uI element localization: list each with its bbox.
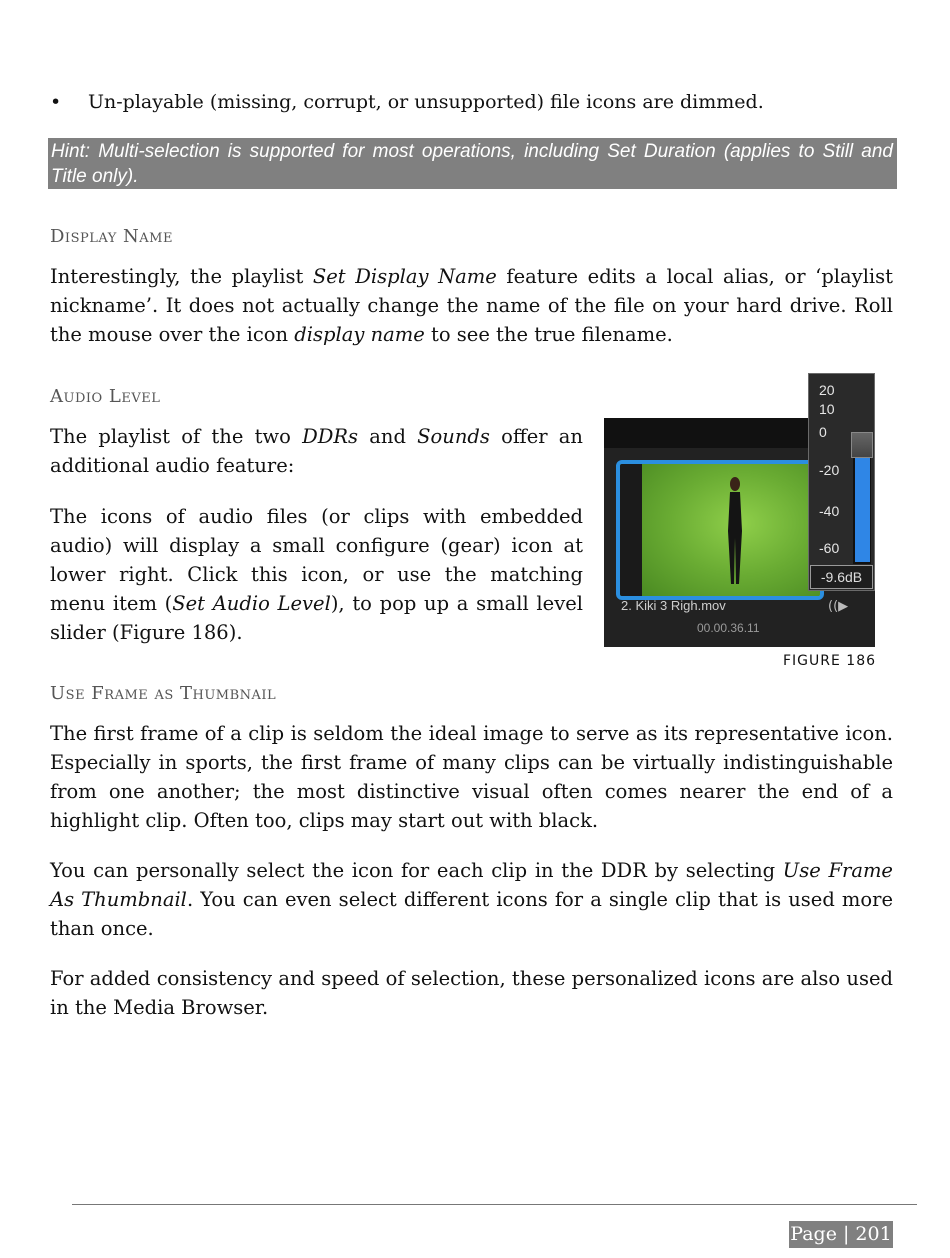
slider-tick: -40 xyxy=(819,503,840,519)
audio-level-slider[interactable] xyxy=(808,373,875,591)
hint-text: Hint: Multi-selection is supported for most operations, including Set Duration (applies to Still and Title only). xyxy=(51,141,893,187)
emphasis-use-frame-as-thumbnail: Use Frame As Thumbnail xyxy=(50,859,893,911)
figure-caption: FIGURE 186 xyxy=(783,653,877,669)
paragraph-display-name xyxy=(50,262,893,349)
slider-tick: -60 xyxy=(819,540,840,556)
text-run: to see the true filename. xyxy=(424,323,673,346)
level-readout: -9.6dB xyxy=(810,565,873,589)
hint-box xyxy=(48,138,897,189)
slider-level-fill xyxy=(855,458,870,562)
paragraph-use-frame-select xyxy=(50,856,893,943)
paragraph-audio-level-detail xyxy=(50,502,583,647)
text-run: The icons of audio files (or clips with embedded audio) will display a small configure (gear) icon at lower right. Click this icon, or use the matching menu item ( xyxy=(50,505,583,615)
slider-tick: 0 xyxy=(819,424,827,440)
emphasis-display-name: display name xyxy=(294,323,425,346)
text-run: The playlist of the two xyxy=(50,425,303,448)
slider-tick: 10 xyxy=(819,401,835,417)
text-run: ), to pop up a small level slider (Figure 186). xyxy=(50,592,583,644)
thumbnail-edge xyxy=(620,464,642,596)
slider-tick: -20 xyxy=(819,462,840,478)
clip-filename: 2. Kiki 3 Righ.mov xyxy=(621,598,726,613)
emphasis-sounds: Sounds xyxy=(417,425,490,448)
text-run: offer an additional audio feature: xyxy=(50,425,583,477)
text-run: feature edits a local alias, or ‘playlist nickname’. It does not actually change the name of the file on your hard drive. Roll the mouse over the icon xyxy=(50,265,894,346)
text-run: . You can even select different icons for a single clip that is used more than once. xyxy=(50,888,894,940)
slider-handle[interactable] xyxy=(851,432,873,458)
speaker-icon[interactable]: ((▶ xyxy=(828,599,849,614)
paragraph-use-frame-intro: The first frame of a clip is seldom the ideal image to serve as its representative icon. Especially in sports, the first frame of many clips can be virtually indistinguishable from one another; the most distinctive visual often comes nearer the end of a highlight clip. Often too, clips may start out with black. xyxy=(50,722,893,832)
heading-display-name: Display Name xyxy=(50,226,173,247)
bullet-text: Un-playable (missing, corrupt, or unsupported) file icons are dimmed. xyxy=(88,91,764,113)
heading-use-frame-as-thumbnail: Use Frame as Thumbnail xyxy=(50,683,277,704)
text-run: and xyxy=(358,425,418,448)
slider-tick: 20 xyxy=(819,382,835,398)
text-run: Interestingly, the playlist xyxy=(50,265,313,288)
figure-186-audio-slider xyxy=(604,373,875,647)
footer-divider xyxy=(72,1204,917,1205)
emphasis-set-display-name: Set Display Name xyxy=(312,265,497,288)
paragraph-audio-level-intro xyxy=(50,422,583,480)
clip-duration: 00.00.36.11 xyxy=(697,621,760,635)
person-figure xyxy=(724,476,746,586)
clip-thumbnail[interactable] xyxy=(616,460,824,600)
text-run: You can personally select the icon for each clip in the DDR by selecting xyxy=(50,859,783,882)
emphasis-ddrs: DDRs xyxy=(302,425,359,448)
page-number: Page | 201 xyxy=(789,1221,893,1248)
emphasis-set-audio-level: Set Audio Level xyxy=(172,592,331,615)
paragraph-media-browser: For added consistency and speed of selection, these personalized icons are also used in the Media Browser. xyxy=(50,967,893,1019)
bullet-symbol: • xyxy=(50,91,62,113)
heading-audio-level: Audio Level xyxy=(50,386,161,407)
